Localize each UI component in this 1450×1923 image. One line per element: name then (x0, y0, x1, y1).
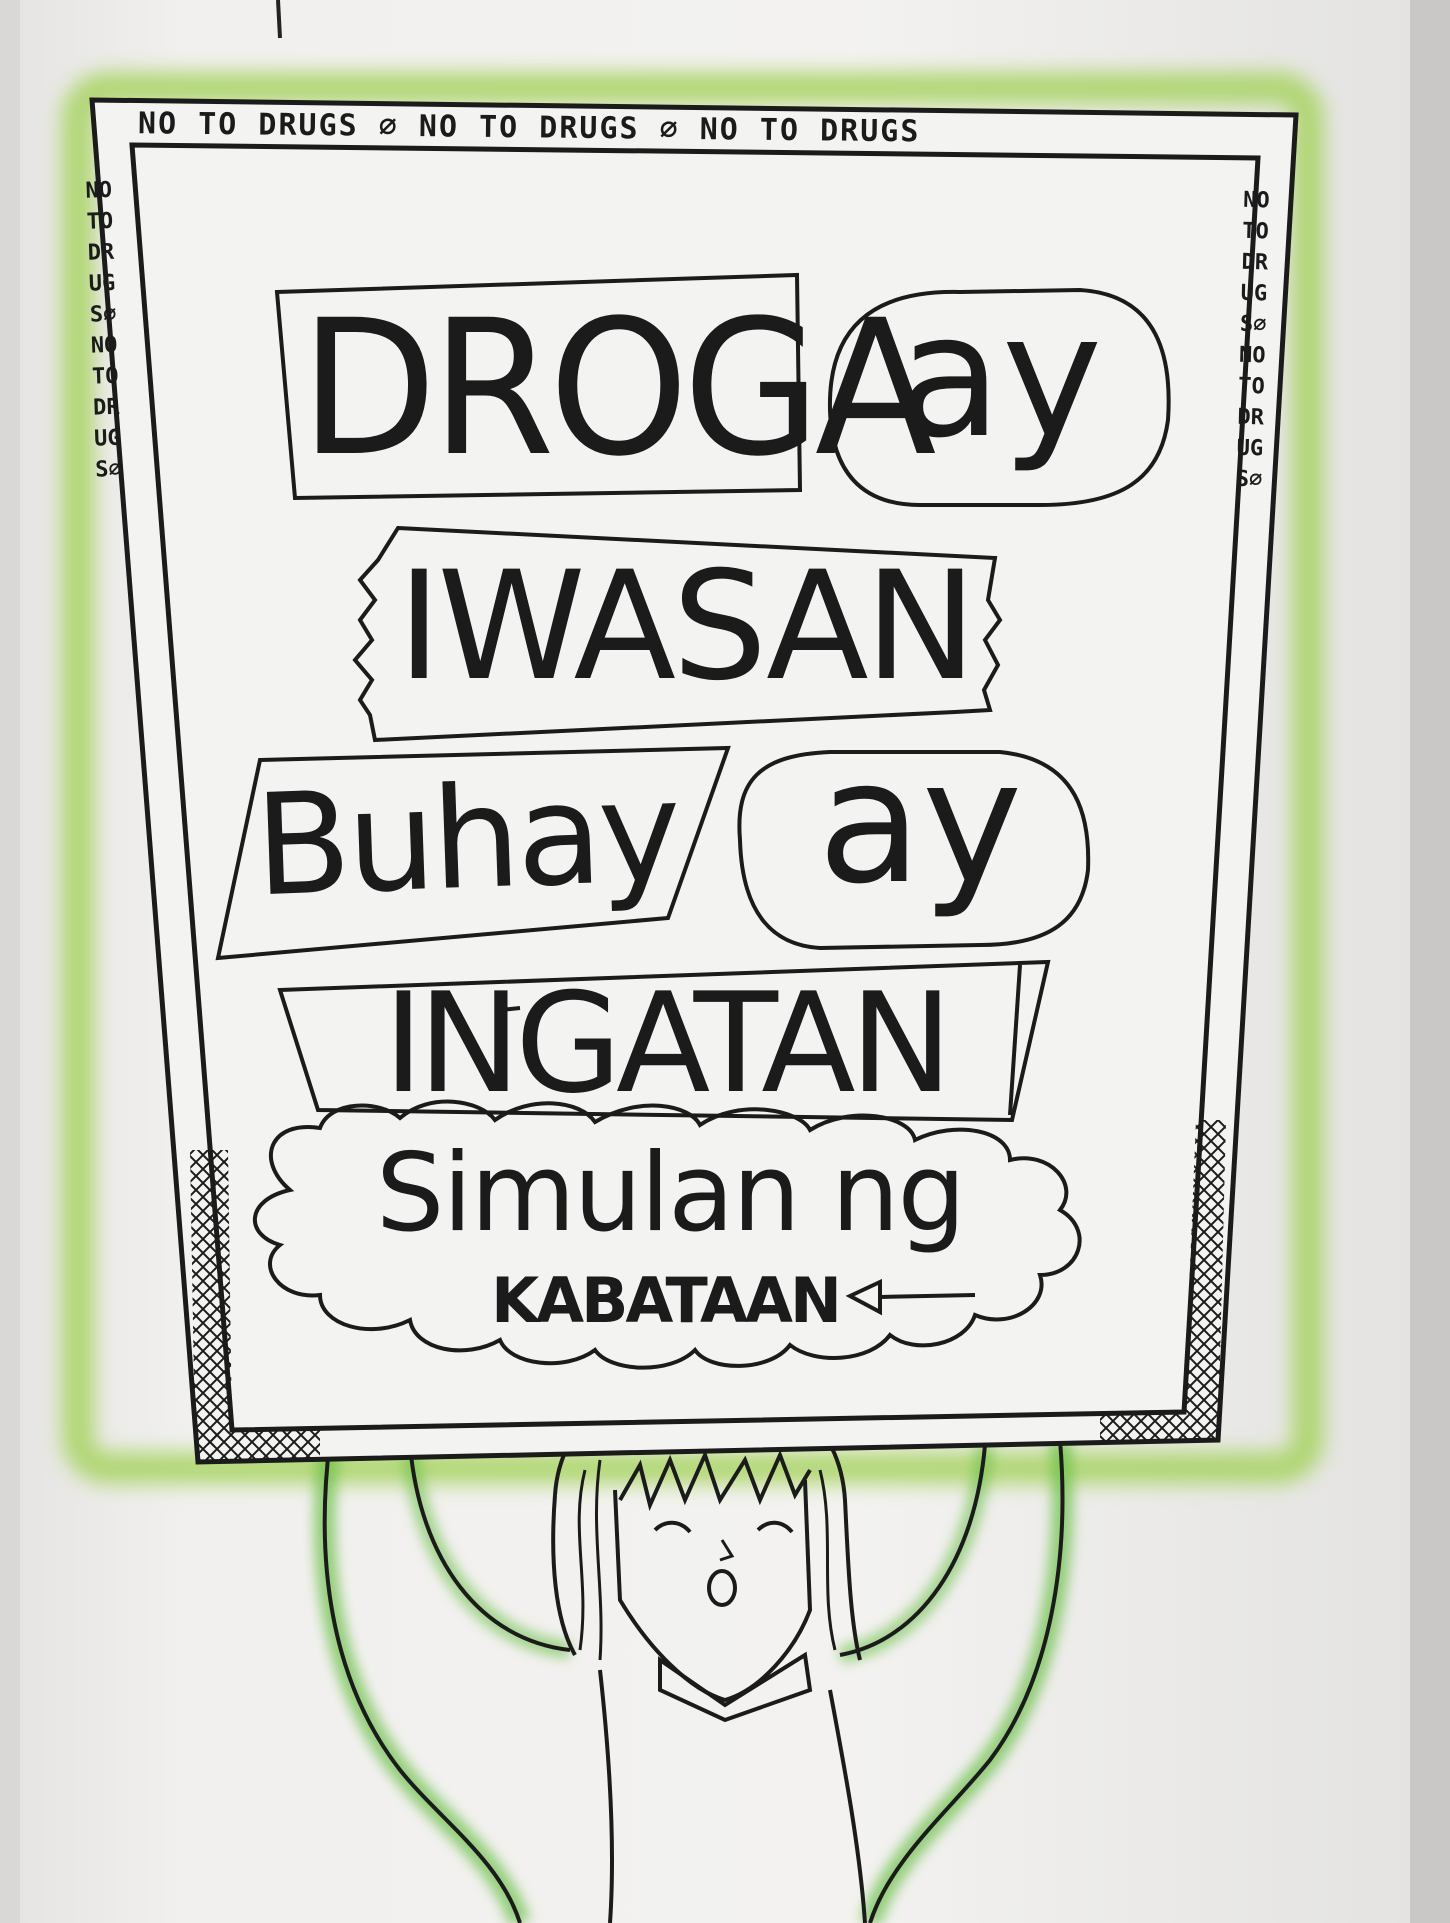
word-iwasan: IWASAN (397, 540, 973, 714)
word-buhay: Buhay (252, 750, 680, 929)
word-ay-2: ay (817, 724, 1023, 922)
border-text-left: NOTODRUGS∅NOTODRUGS∅ (85, 177, 123, 483)
border-text-top: NO TO DRUGS ∅ NO TO DRUGS ∅ NO TO DRUGS (137, 106, 921, 150)
word-simulan-ng: Simulan ng (375, 1131, 965, 1256)
pencil-mark (278, 0, 280, 38)
word-ingatan: INGATAN (383, 963, 947, 1124)
word-ay-1: ay (897, 278, 1103, 476)
word-droga: DROGA (300, 279, 931, 498)
border-text-right: NOTODRUGS∅NOTODRUGS∅ (1235, 187, 1270, 493)
word-kabataan: KABATAAN (491, 1264, 839, 1337)
